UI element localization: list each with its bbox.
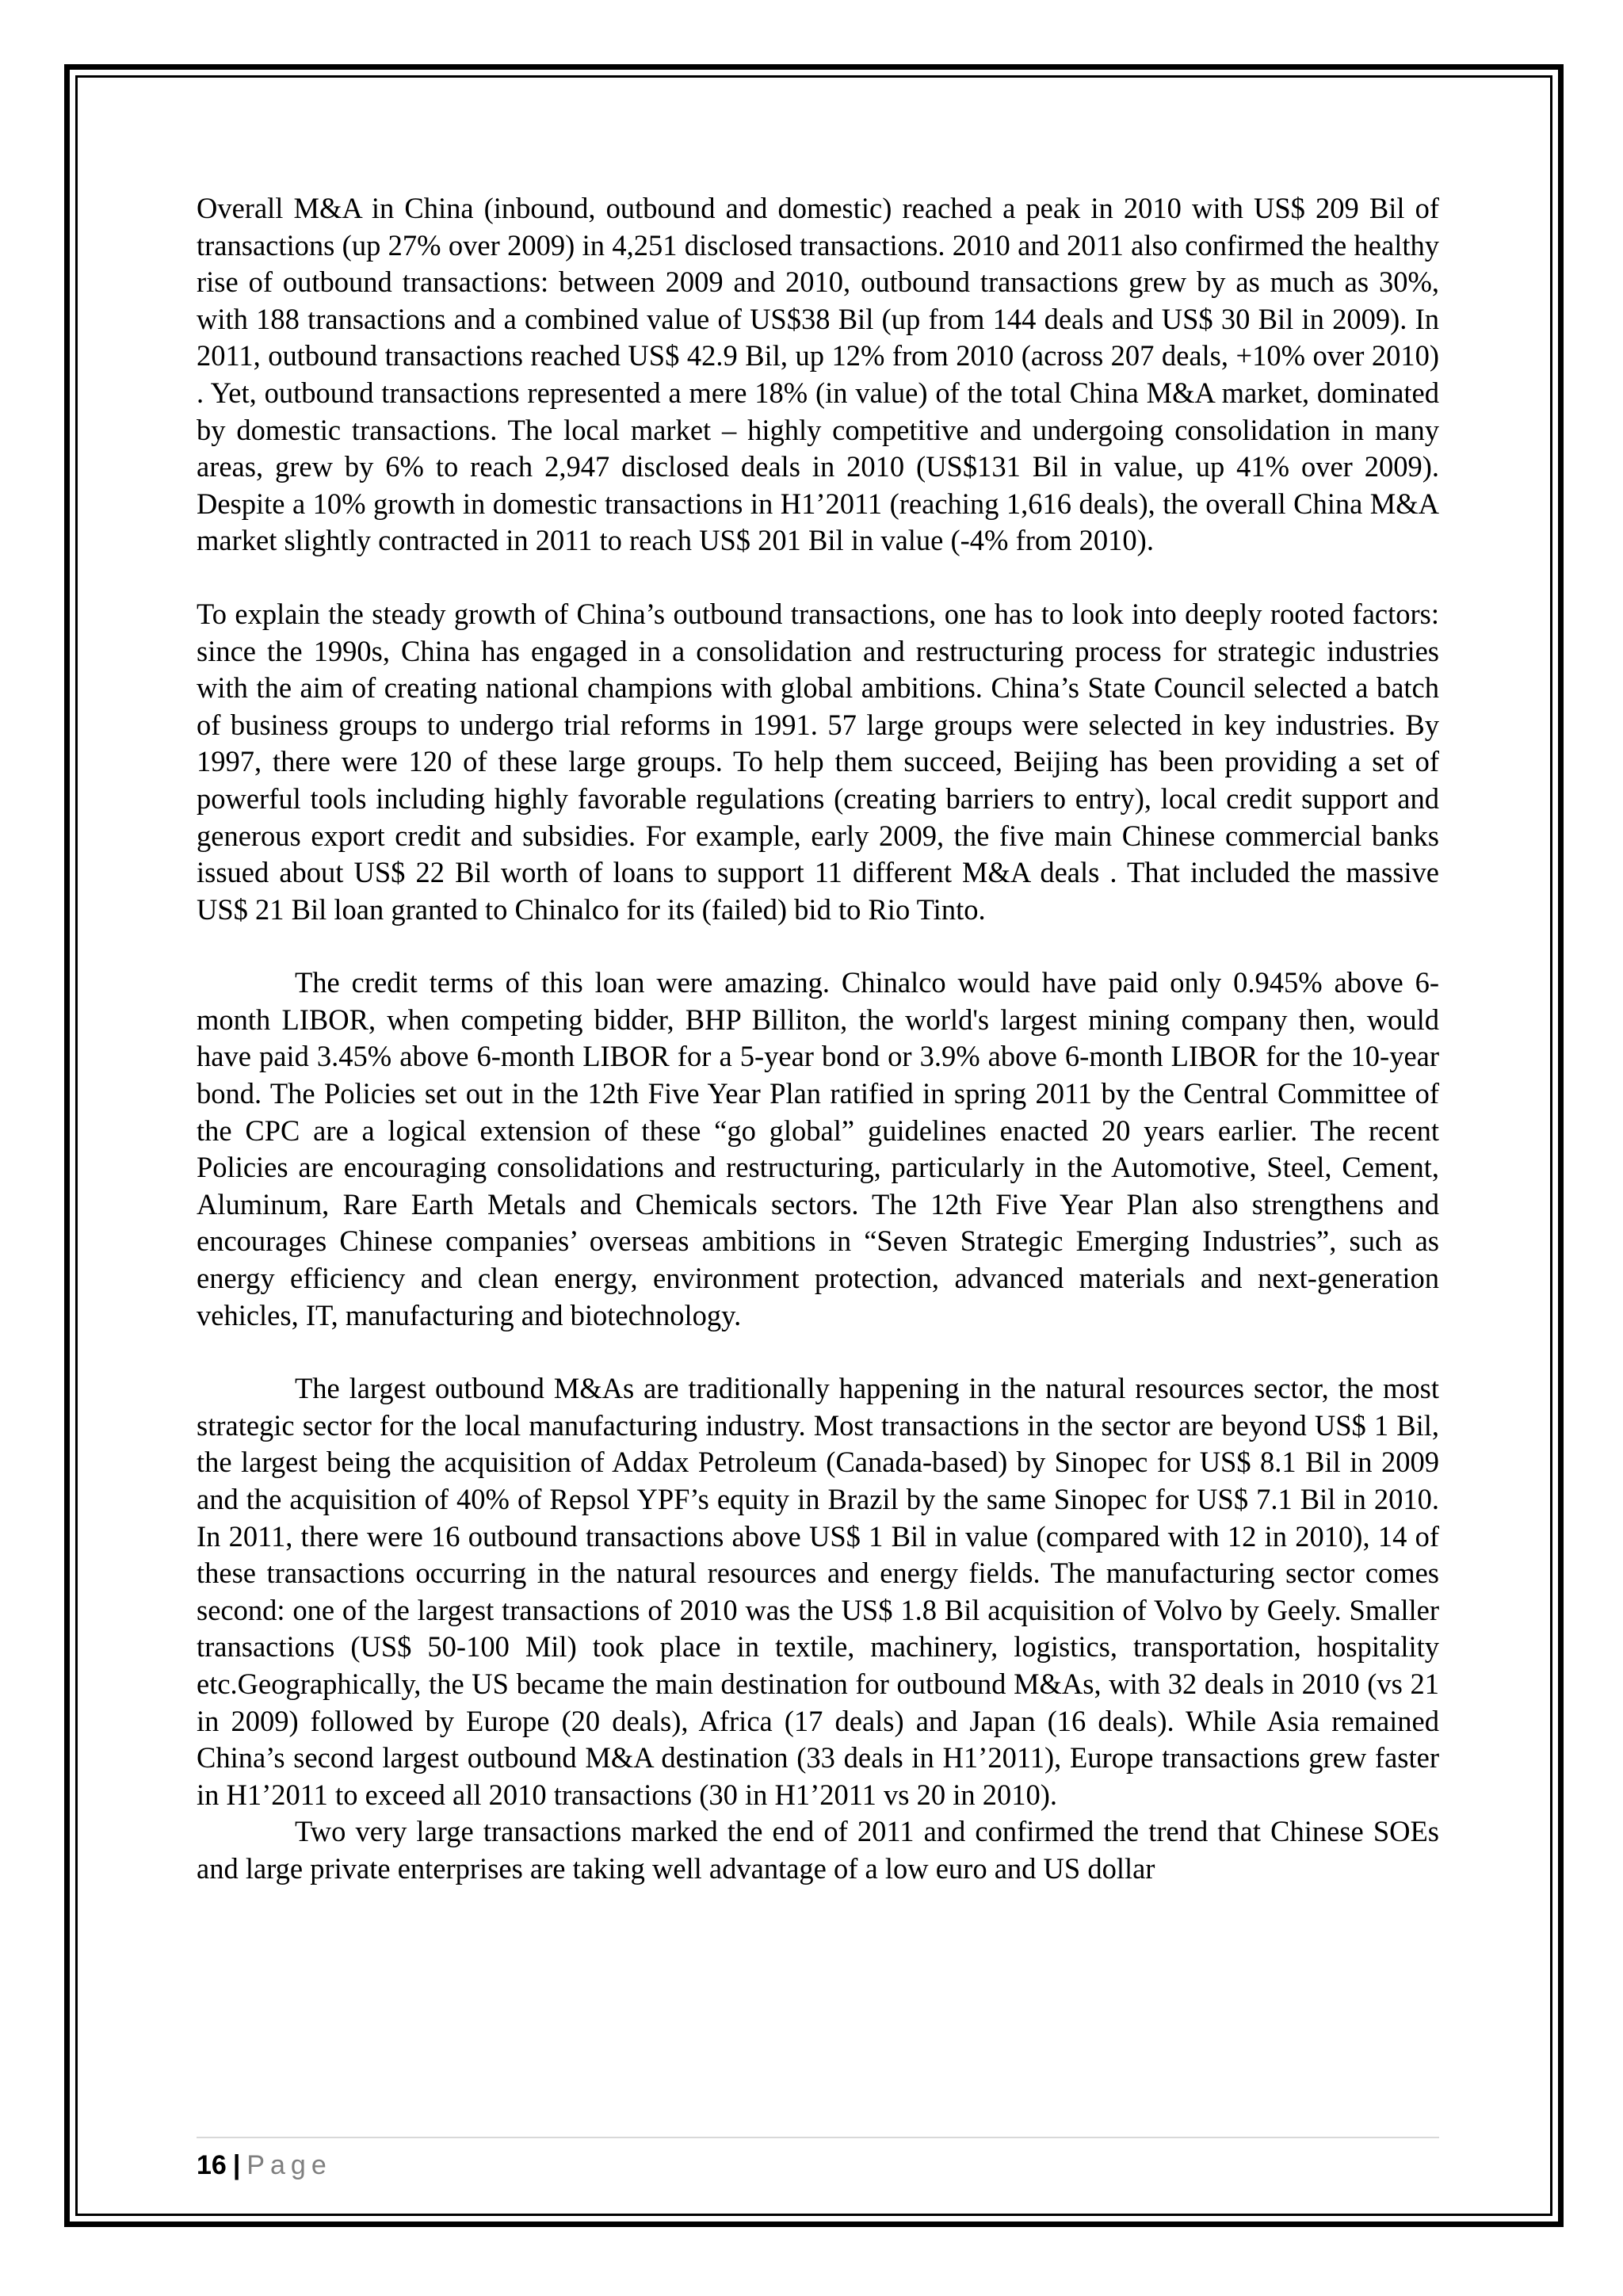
footer-divider — [197, 2137, 1439, 2138]
page-number: 16 — [197, 2150, 227, 2180]
page-label: Page — [246, 2150, 332, 2180]
document-body — [197, 190, 1439, 1888]
paragraph-ma-overview: Overall M&A in China (inbound, outbound and domestic) reached a peak in 2010 with US$ 209 Bil of transactions (up 27% over 2009) in 4,251 disclosed transactions. 2010 and 2011 also confirmed the healthy rise of outbound transactions: between 2009 and 2010, outbound transactions grew by as much as 30%, with 188 transactions and a combined value of US$38 Bil (up from 144 deals and US$ 30 Bil in 2009). In 2011, outbound transactions reached US$ 42.9 Bil, up 12% from 2010 (across 207 deals, +10% over 2010) . Yet, outbound transactions represented a mere 18% (in value) of the total China M&A market, dominated by domestic transactions. The local market – highly competitive and undergoing consolidation in many areas, grew by 6% to reach 2,947 disclosed deals in 2010 (US$131 Bil in value, up 41% over 2009). Despite a 10% growth in domestic transactions in H1’2011 (reaching 1,616 deals), the overall China M&A market slightly contracted in 2011 to reach US$ 201 Bil in value (-4% from 2010). — [197, 192, 1439, 557]
footer-separator: | — [232, 2150, 241, 2180]
paragraph-credit-terms: The credit terms of this loan were amazing. Chinalco would have paid only 0.945% above 6-month LIBOR, when competing bidder, BHP Billiton, the world's largest mining company then, would have paid 3.45% above 6-month LIBOR for a 5-year bond or 3.9% above 6-month LIBOR for the 10-year bond. The Policies set out in the 12th Five Year Plan ratified in spring 2011 by the Central Committee of the CPC are a logical extension of these “go global” guidelines enacted 20 years earlier. The recent Policies are encouraging consolidations and restructuring, particularly in the Automotive, Steel, Cement, Aluminum, Rare Earth Metals and Chemicals sectors. The 12th Five Year Plan also strengthens and encourages Chinese companies’ overseas ambitions in “Seven Strategic Emerging Industries”, such as energy efficiency and clean energy, environment protection, advanced materials and next-generation vehicles, IT, manufacturing and biotechnology. — [197, 966, 1439, 1331]
paragraph-large-transactions-2011: Two very large transactions marked the end of 2011 and confirmed the trend that Chinese SOEs and large private enterprises are taking well advantage of a low euro and US dollar — [197, 1815, 1439, 1885]
page-footer — [197, 2149, 332, 2181]
paragraph-largest-outbound-deals: The largest outbound M&As are traditionally happening in the natural resources sector, the most strategic sector for the local manufacturing industry. Most transactions in the sector are beyond US$ 1 Bil, the largest being the acquisition of Addax Petroleum (Canada-based) by Sinopec for US$ 8.1 Bil in 2009 and the acquisition of 40% of Repsol YPF’s equity in Brazil by the same Sinopec for US$ 7.1 Bil in 2010. In 2011, there were 16 outbound transactions above US$ 1 Bil in value (compared with 12 in 2010), 14 of these transactions occurring in the natural resources and energy fields. The manufacturing sector comes second: one of the largest transactions of 2010 was the US$ 1.8 Bil acquisition of Volvo by Geely. Smaller transactions (US$ 50-100 Mil) took place in textile, machinery, logistics, transportation, hospitality etc.Geographically, the US became the main destination for outbound M&As, with 32 deals in 2010 (vs 21 in 2009) followed by Europe (20 deals), Africa (17 deals) and Japan (16 deals). While Asia remained China’s second largest outbound M&A destination (33 deals in H1’2011), Europe transactions grew faster in H1’2011 to exceed all 2010 transactions (30 in H1’2011 vs 20 in 2010). — [197, 1372, 1439, 1811]
paragraph-outbound-growth-factors: To explain the steady growth of China’s outbound transactions, one has to look into deeply rooted factors: since the 1990s, China has engaged in a consolidation and restructuring process for strategic industries with the aim of creating national champions with global ambitions. China’s State Council selected a batch of business groups to undergo trial reforms in 1991. 57 large groups were selected in key industries. By 1997, there were 120 of these large groups. To help them succeed, Beijing has been providing a set of powerful tools including highly favorable regulations (creating barriers to entry), local credit support and generous export credit and subsidies. For example, early 2009, the five main Chinese commercial banks issued about US$ 22 Bil worth of loans to support 11 different M&A deals . That included the massive US$ 21 Bil loan granted to Chinalco for its (failed) bid to Rio Tinto. — [197, 597, 1439, 926]
